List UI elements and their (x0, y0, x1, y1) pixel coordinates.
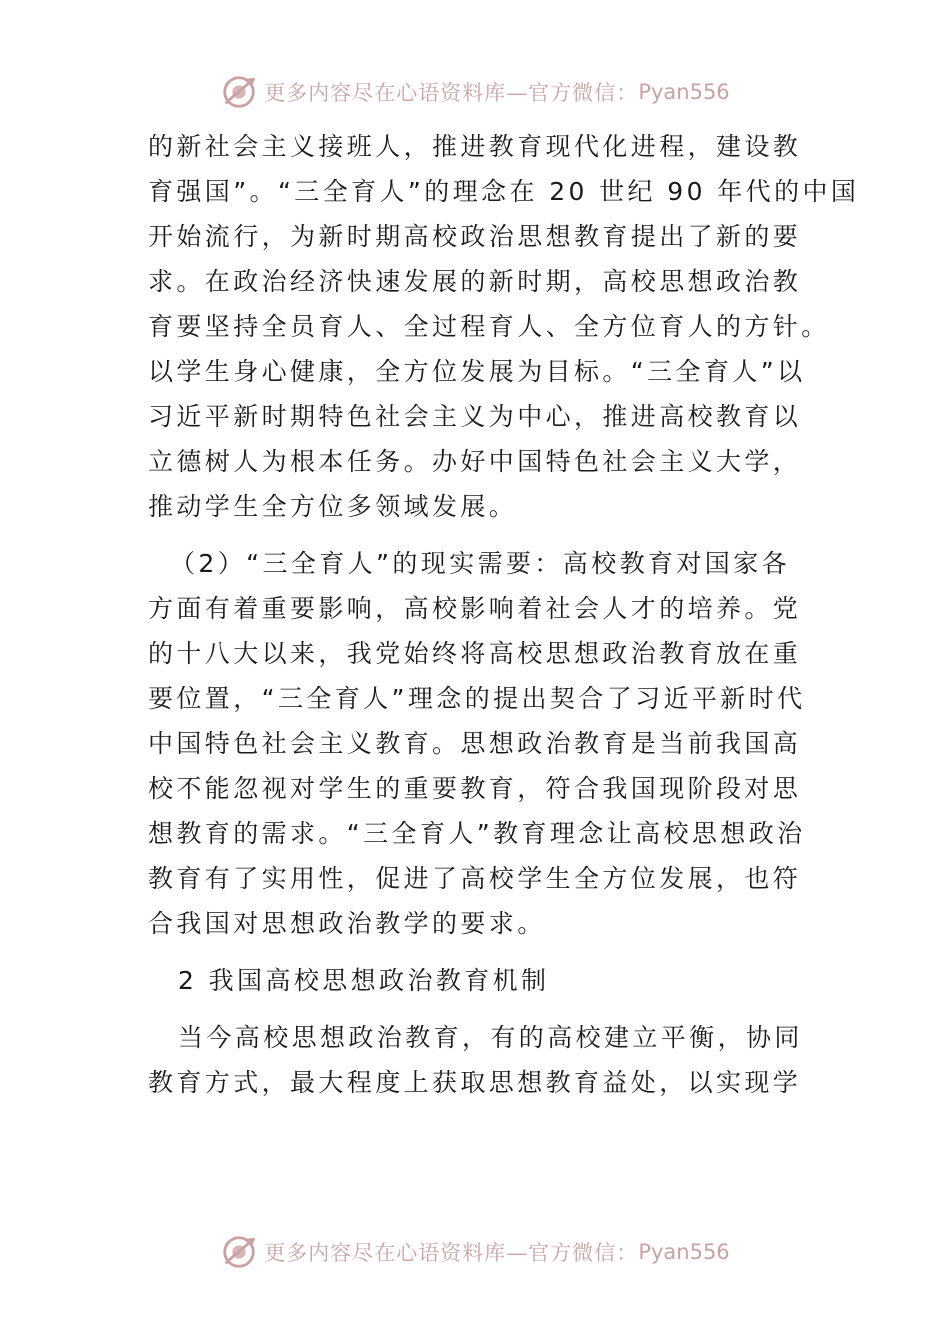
text-line: 校不能忽视对学生的重要教育，符合我国现阶段对思 (148, 774, 802, 803)
watermark-wechat-id: Pyan556 (638, 1240, 730, 1264)
paragraph-3 (148, 1015, 828, 1105)
logo-icon (220, 1233, 258, 1271)
watermark-wechat-id: Pyan556 (638, 80, 730, 104)
logo-icon (220, 73, 258, 111)
text-line: 的新社会主义接班人，推进教育现代化进程，建设教 (148, 132, 802, 161)
text-line: 要位置，“三全育人”理念的提出契合了习近平新时代 (148, 684, 806, 713)
text-line: 的十八大以来，我党始终将高校思想政治教育放在重 (148, 639, 802, 668)
footer-watermark (0, 1232, 950, 1272)
text-line: 立德树人为根本任务。办好中国特色社会主义大学， (148, 447, 802, 476)
text-line: 开始流行，为新时期高校政治思想教育提出了新的要 (148, 222, 802, 251)
header-watermark (0, 72, 950, 112)
paragraph-1 (148, 124, 860, 529)
text-line: 推动学生全方位多领域发展。 (148, 492, 518, 521)
text-line: 中国特色社会主义教育。思想政治教育是当前我国高 (148, 729, 802, 758)
document-body (148, 124, 860, 1105)
text-line: 方面有着重要影响，高校影响着社会人才的培养。党 (148, 594, 802, 623)
text-line: 想教育的需求。“三全育人”教育理念让高校思想政治 (148, 819, 806, 848)
text-line: 以学生身心健康，全方位发展为目标。“三全育人”以 (148, 357, 806, 386)
watermark-text: 更多内容尽在心语资料库—官方微信： (264, 81, 639, 105)
text-line: 求。在政治经济快速发展的新时期，高校思想政治教 (148, 267, 802, 296)
heading-text: 2 我国高校思想政治教育机制 (178, 966, 550, 995)
watermark-text: 更多内容尽在心语资料库—官方微信： (264, 1241, 639, 1265)
text-line: 教育方式，最大程度上获取思想教育益处，以实现学 (148, 1068, 802, 1097)
text-line: 教育有了实用性，促进了高校学生全方位发展，也符 (148, 864, 802, 893)
section-heading (148, 958, 828, 1003)
text-line: 当今高校思想政治教育，有的高校建立平衡，协同 (178, 1023, 803, 1052)
text-line: 育要坚持全员育人、全过程育人、全方位育人的方针。 (148, 312, 830, 341)
text-line: （2）“三全育人”的现实需要：高校教育对国家各 (170, 549, 791, 578)
text-line: 合我国对思想政治教学的要求。 (148, 909, 546, 938)
text-line: 习近平新时期特色社会主义为中心，推进高校教育以 (148, 402, 802, 431)
text-line: 育强国”。“三全育人”的理念在 20 世纪 90 年代的中国 (148, 177, 860, 206)
paragraph-2 (148, 541, 828, 946)
